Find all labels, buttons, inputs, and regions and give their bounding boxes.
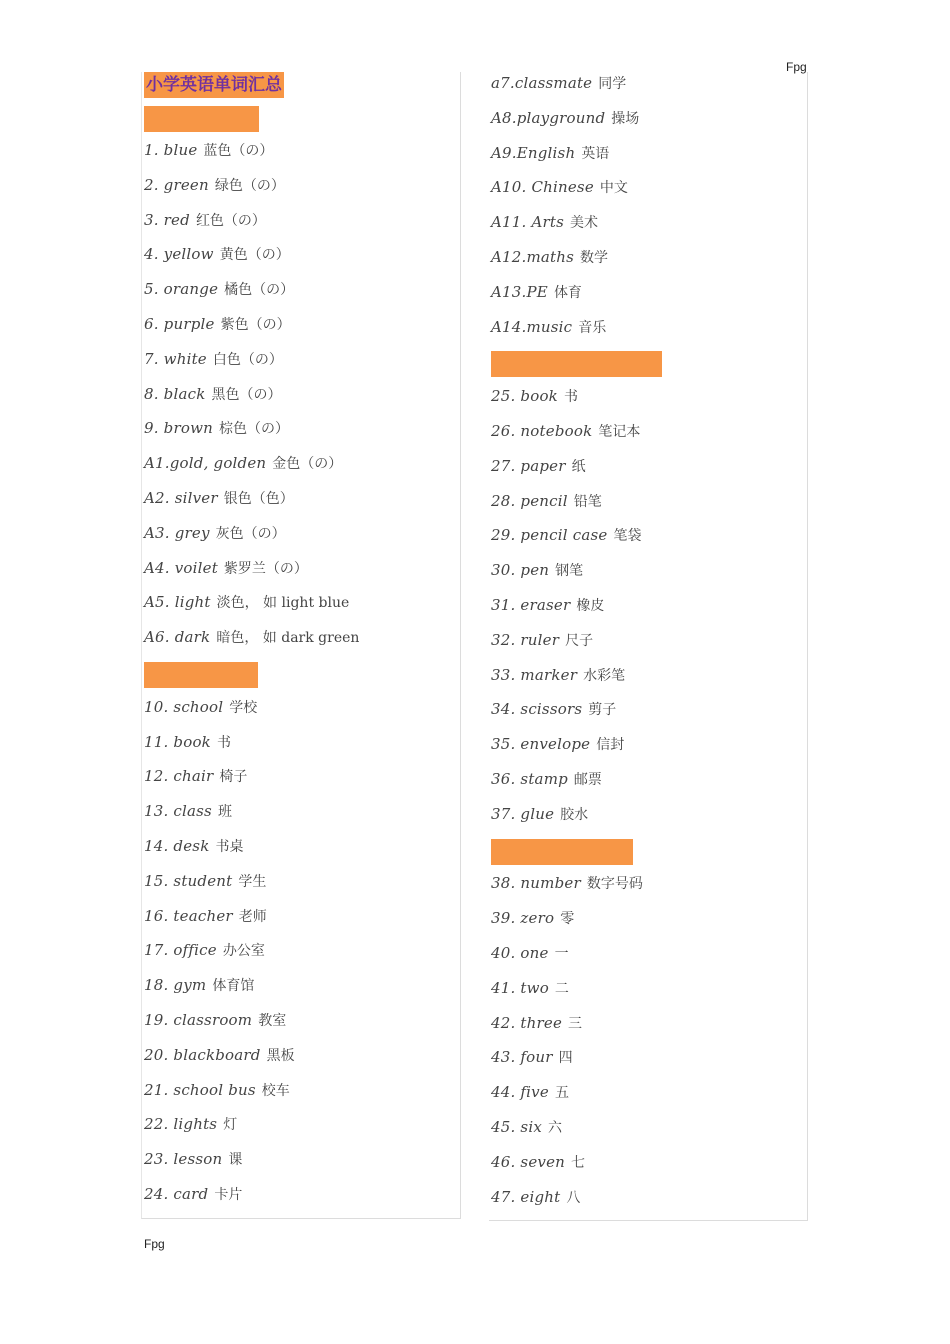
english-word: 29. pencil case xyxy=(491,526,608,545)
english-word: 5. orange xyxy=(144,280,219,299)
word-entry xyxy=(491,456,586,477)
right-column xyxy=(489,72,808,1221)
chinese-translation: 老师 xyxy=(238,908,267,925)
section-highlight-bar xyxy=(491,351,662,377)
word-entry xyxy=(144,279,294,300)
chinese-translation: 棕色（の） xyxy=(218,421,289,438)
word-entry xyxy=(144,453,342,474)
chinese-translation: 二 xyxy=(554,980,569,997)
english-word: 26. notebook xyxy=(491,422,593,440)
chinese-translation: 橡皮 xyxy=(576,598,605,614)
english-word: A11. Arts xyxy=(491,213,564,232)
word-entry xyxy=(491,943,569,964)
word-entry xyxy=(144,940,265,961)
chinese-translation: 六 xyxy=(547,1120,562,1136)
chinese-translation: 红色（の） xyxy=(195,212,266,229)
chinese-translation: 数学 xyxy=(580,250,609,266)
word-entry xyxy=(491,177,628,198)
english-word: 46. seven xyxy=(491,1152,566,1171)
word-entry xyxy=(491,734,624,755)
english-word: 37. glue xyxy=(491,804,555,823)
chinese-translation: 体育馆 xyxy=(212,978,255,995)
word-entry xyxy=(491,1082,569,1103)
chinese-translation: 笔袋 xyxy=(613,528,642,545)
word-entry xyxy=(144,244,290,265)
word-entry xyxy=(144,175,285,196)
chinese-translation: 体育 xyxy=(553,284,582,301)
english-word: 28. pencil xyxy=(491,491,568,510)
english-word: 31. eraser xyxy=(491,596,571,614)
chinese-translation: 暗色， 如 dark green xyxy=(216,630,360,647)
chinese-translation: 书 xyxy=(216,734,231,751)
chinese-translation: 水彩笔 xyxy=(583,667,626,684)
english-word: a7.classmate xyxy=(491,74,593,92)
chinese-translation: 纸 xyxy=(571,458,586,475)
chinese-translation: 三 xyxy=(568,1015,583,1032)
english-word: 4. yellow xyxy=(144,245,214,264)
chinese-translation: 钢笔 xyxy=(555,563,584,580)
chinese-translation: 银色（色） xyxy=(223,491,294,507)
english-word: 33. marker xyxy=(491,665,578,684)
english-word: 12. chair xyxy=(144,767,214,786)
word-entry xyxy=(144,1045,295,1066)
chinese-translation: 八 xyxy=(566,1189,581,1206)
word-entry xyxy=(144,1114,237,1135)
chinese-translation: 信封 xyxy=(596,737,625,754)
english-word: 6. purple xyxy=(144,315,215,333)
word-entry xyxy=(491,525,641,546)
english-word: 18. gym xyxy=(144,976,207,995)
word-entry xyxy=(144,592,349,613)
english-word: 13. class xyxy=(144,802,212,821)
english-word: A9.English xyxy=(491,143,576,162)
english-word: 19. classroom xyxy=(144,1011,253,1029)
english-word: 27. paper xyxy=(491,456,566,475)
word-entry xyxy=(144,1184,242,1205)
word-entry xyxy=(491,665,625,686)
chinese-translation: 黄色（の） xyxy=(219,247,290,264)
chinese-translation: 学校 xyxy=(229,699,258,716)
chinese-translation: 七 xyxy=(571,1154,586,1171)
chinese-translation: 四 xyxy=(558,1050,573,1067)
word-entry xyxy=(144,1010,286,1031)
chinese-translation: 白色（の） xyxy=(212,351,283,368)
chinese-translation: 一 xyxy=(554,946,569,962)
chinese-translation: 灰色（の） xyxy=(215,525,286,542)
chinese-translation: 绿色（の） xyxy=(214,177,285,194)
chinese-translation: 剪子 xyxy=(588,702,617,719)
word-entry xyxy=(491,908,574,929)
chinese-translation: 操场 xyxy=(611,110,640,127)
chinese-translation: 书桌 xyxy=(215,839,244,855)
english-word: 35. envelope xyxy=(491,735,591,754)
word-entry xyxy=(491,1152,585,1173)
chinese-translation: 邮票 xyxy=(573,772,602,788)
english-word: 2. green xyxy=(144,175,209,194)
chinese-translation: 橘色（の） xyxy=(224,282,295,299)
english-word: 36. stamp xyxy=(491,770,568,788)
word-entry xyxy=(491,978,569,999)
english-word: A5. light xyxy=(144,593,211,612)
chinese-translation: 尺子 xyxy=(565,632,594,649)
chinese-translation: 紫色（の） xyxy=(220,317,291,333)
chinese-translation: 胶水 xyxy=(560,806,589,823)
english-word: 16. teacher xyxy=(144,906,233,925)
section-highlight-bar xyxy=(144,106,259,132)
word-entry xyxy=(491,247,608,268)
word-entry xyxy=(491,595,604,616)
chinese-translation: 椅子 xyxy=(219,769,248,786)
english-word: 45. six xyxy=(491,1118,542,1136)
chinese-translation: 卡片 xyxy=(214,1187,243,1203)
chinese-translation: 五 xyxy=(554,1085,569,1102)
english-word: 44. five xyxy=(491,1083,549,1102)
word-entry xyxy=(491,1047,573,1068)
chinese-translation: 数字号码 xyxy=(586,876,643,893)
word-entry xyxy=(491,212,598,233)
word-entry xyxy=(144,314,291,335)
chinese-translation: 英语 xyxy=(581,145,610,162)
english-word: 42. three xyxy=(491,1013,563,1032)
word-entry xyxy=(144,697,257,718)
word-entry xyxy=(144,732,231,753)
word-entry xyxy=(491,560,583,581)
chinese-translation: 书 xyxy=(563,389,578,406)
english-word: 8. black xyxy=(144,384,206,403)
word-entry xyxy=(491,1117,562,1138)
word-entry xyxy=(491,317,606,338)
chinese-translation: 金色（の） xyxy=(272,456,343,473)
english-word: 1. blue xyxy=(144,141,198,159)
word-entry xyxy=(144,975,254,996)
chinese-translation: 办公室 xyxy=(222,943,265,960)
english-word: 15. student xyxy=(144,871,233,890)
chinese-translation: 教室 xyxy=(258,1013,287,1029)
chinese-translation: 铅笔 xyxy=(573,493,602,510)
english-word: A4. voilet xyxy=(144,558,218,577)
english-word: 3. red xyxy=(144,210,190,229)
english-word: A12.maths xyxy=(491,248,575,266)
chinese-translation: 班 xyxy=(217,804,232,821)
english-word: A14.music xyxy=(491,317,573,336)
word-entry xyxy=(491,386,578,407)
english-word: A6. dark xyxy=(144,628,211,647)
word-entry xyxy=(491,421,640,442)
chinese-translation: 中文 xyxy=(599,180,628,197)
word-entry xyxy=(144,349,283,370)
word-entry xyxy=(491,1187,580,1208)
english-word: 24. card xyxy=(144,1185,209,1203)
word-entry xyxy=(144,1149,242,1170)
chinese-translation: 课 xyxy=(228,1152,243,1169)
english-word: A2. silver xyxy=(144,489,218,507)
chinese-translation: 笔记本 xyxy=(598,424,641,440)
word-entry xyxy=(144,906,267,927)
chinese-translation: 同学 xyxy=(598,76,627,92)
english-word: 21. school bus xyxy=(144,1080,256,1099)
word-entry xyxy=(144,488,294,509)
word-entry xyxy=(144,558,308,579)
word-entry xyxy=(144,384,282,405)
word-entry xyxy=(144,871,266,892)
word-entry xyxy=(144,801,232,822)
chinese-translation: 音乐 xyxy=(578,319,607,336)
english-word: 22. lights xyxy=(144,1115,218,1134)
word-entry xyxy=(144,1080,290,1101)
english-word: 39. zero xyxy=(491,909,555,928)
word-entry xyxy=(491,1013,582,1034)
chinese-translation: 蓝色（の） xyxy=(203,143,274,159)
english-word: 20. blackboard xyxy=(144,1045,261,1064)
english-word: 41. two xyxy=(491,978,549,997)
word-entry xyxy=(491,73,626,94)
english-word: A1.gold, golden xyxy=(144,454,267,473)
word-entry xyxy=(144,627,359,648)
english-word: 40. one xyxy=(491,944,549,962)
english-word: A10. Chinese xyxy=(491,178,594,197)
word-entry xyxy=(491,699,616,720)
page-title: 小学英语单词汇总 xyxy=(144,72,284,98)
word-entry xyxy=(491,282,582,303)
chinese-translation: 校车 xyxy=(261,1082,290,1099)
word-entry xyxy=(144,418,289,439)
section-highlight-bar xyxy=(491,839,633,865)
english-word: 9. brown xyxy=(144,419,213,438)
word-entry xyxy=(491,630,593,651)
word-entry xyxy=(491,143,609,164)
word-entry xyxy=(491,873,643,894)
chinese-translation: 学生 xyxy=(238,873,267,890)
english-word: 30. pen xyxy=(491,561,550,580)
chinese-translation: 零 xyxy=(560,911,575,928)
word-entry xyxy=(144,140,273,161)
english-word: 25. book xyxy=(491,387,558,406)
word-entry xyxy=(491,491,602,512)
english-word: 11. book xyxy=(144,732,211,751)
word-entry xyxy=(491,769,602,790)
chinese-translation: 美术 xyxy=(569,215,598,232)
chinese-translation: 黑色（の） xyxy=(211,386,282,403)
chinese-translation: 紫罗兰（の） xyxy=(223,560,308,577)
english-word: A8.playground xyxy=(491,108,606,127)
english-word: 23. lesson xyxy=(144,1150,223,1169)
english-word: 34. scissors xyxy=(491,700,583,719)
chinese-translation: 灯 xyxy=(223,1117,238,1134)
english-word: 7. white xyxy=(144,349,207,368)
word-entry xyxy=(144,836,244,857)
chinese-translation: 淡色， 如 light blue xyxy=(216,595,350,612)
word-entry xyxy=(144,766,247,787)
section-highlight-bar xyxy=(144,662,258,688)
page-footer-label: Fpg xyxy=(144,1237,165,1251)
page-header-label: Fpg xyxy=(786,60,807,74)
english-word: 14. desk xyxy=(144,837,210,855)
english-word: 43. four xyxy=(491,1048,553,1067)
english-word: 17. office xyxy=(144,941,217,960)
english-word: 47. eight xyxy=(491,1187,561,1206)
english-word: 38. number xyxy=(491,874,581,893)
word-entry xyxy=(491,804,588,825)
english-word: 32. ruler xyxy=(491,630,560,649)
english-word: 10. school xyxy=(144,697,224,716)
word-entry xyxy=(491,108,639,129)
word-entry xyxy=(144,210,266,231)
chinese-translation: 黑板 xyxy=(266,1047,295,1064)
english-word: A13.PE xyxy=(491,282,548,301)
left-column xyxy=(141,72,461,1219)
word-entry xyxy=(144,523,286,544)
english-word: A3. grey xyxy=(144,523,210,542)
